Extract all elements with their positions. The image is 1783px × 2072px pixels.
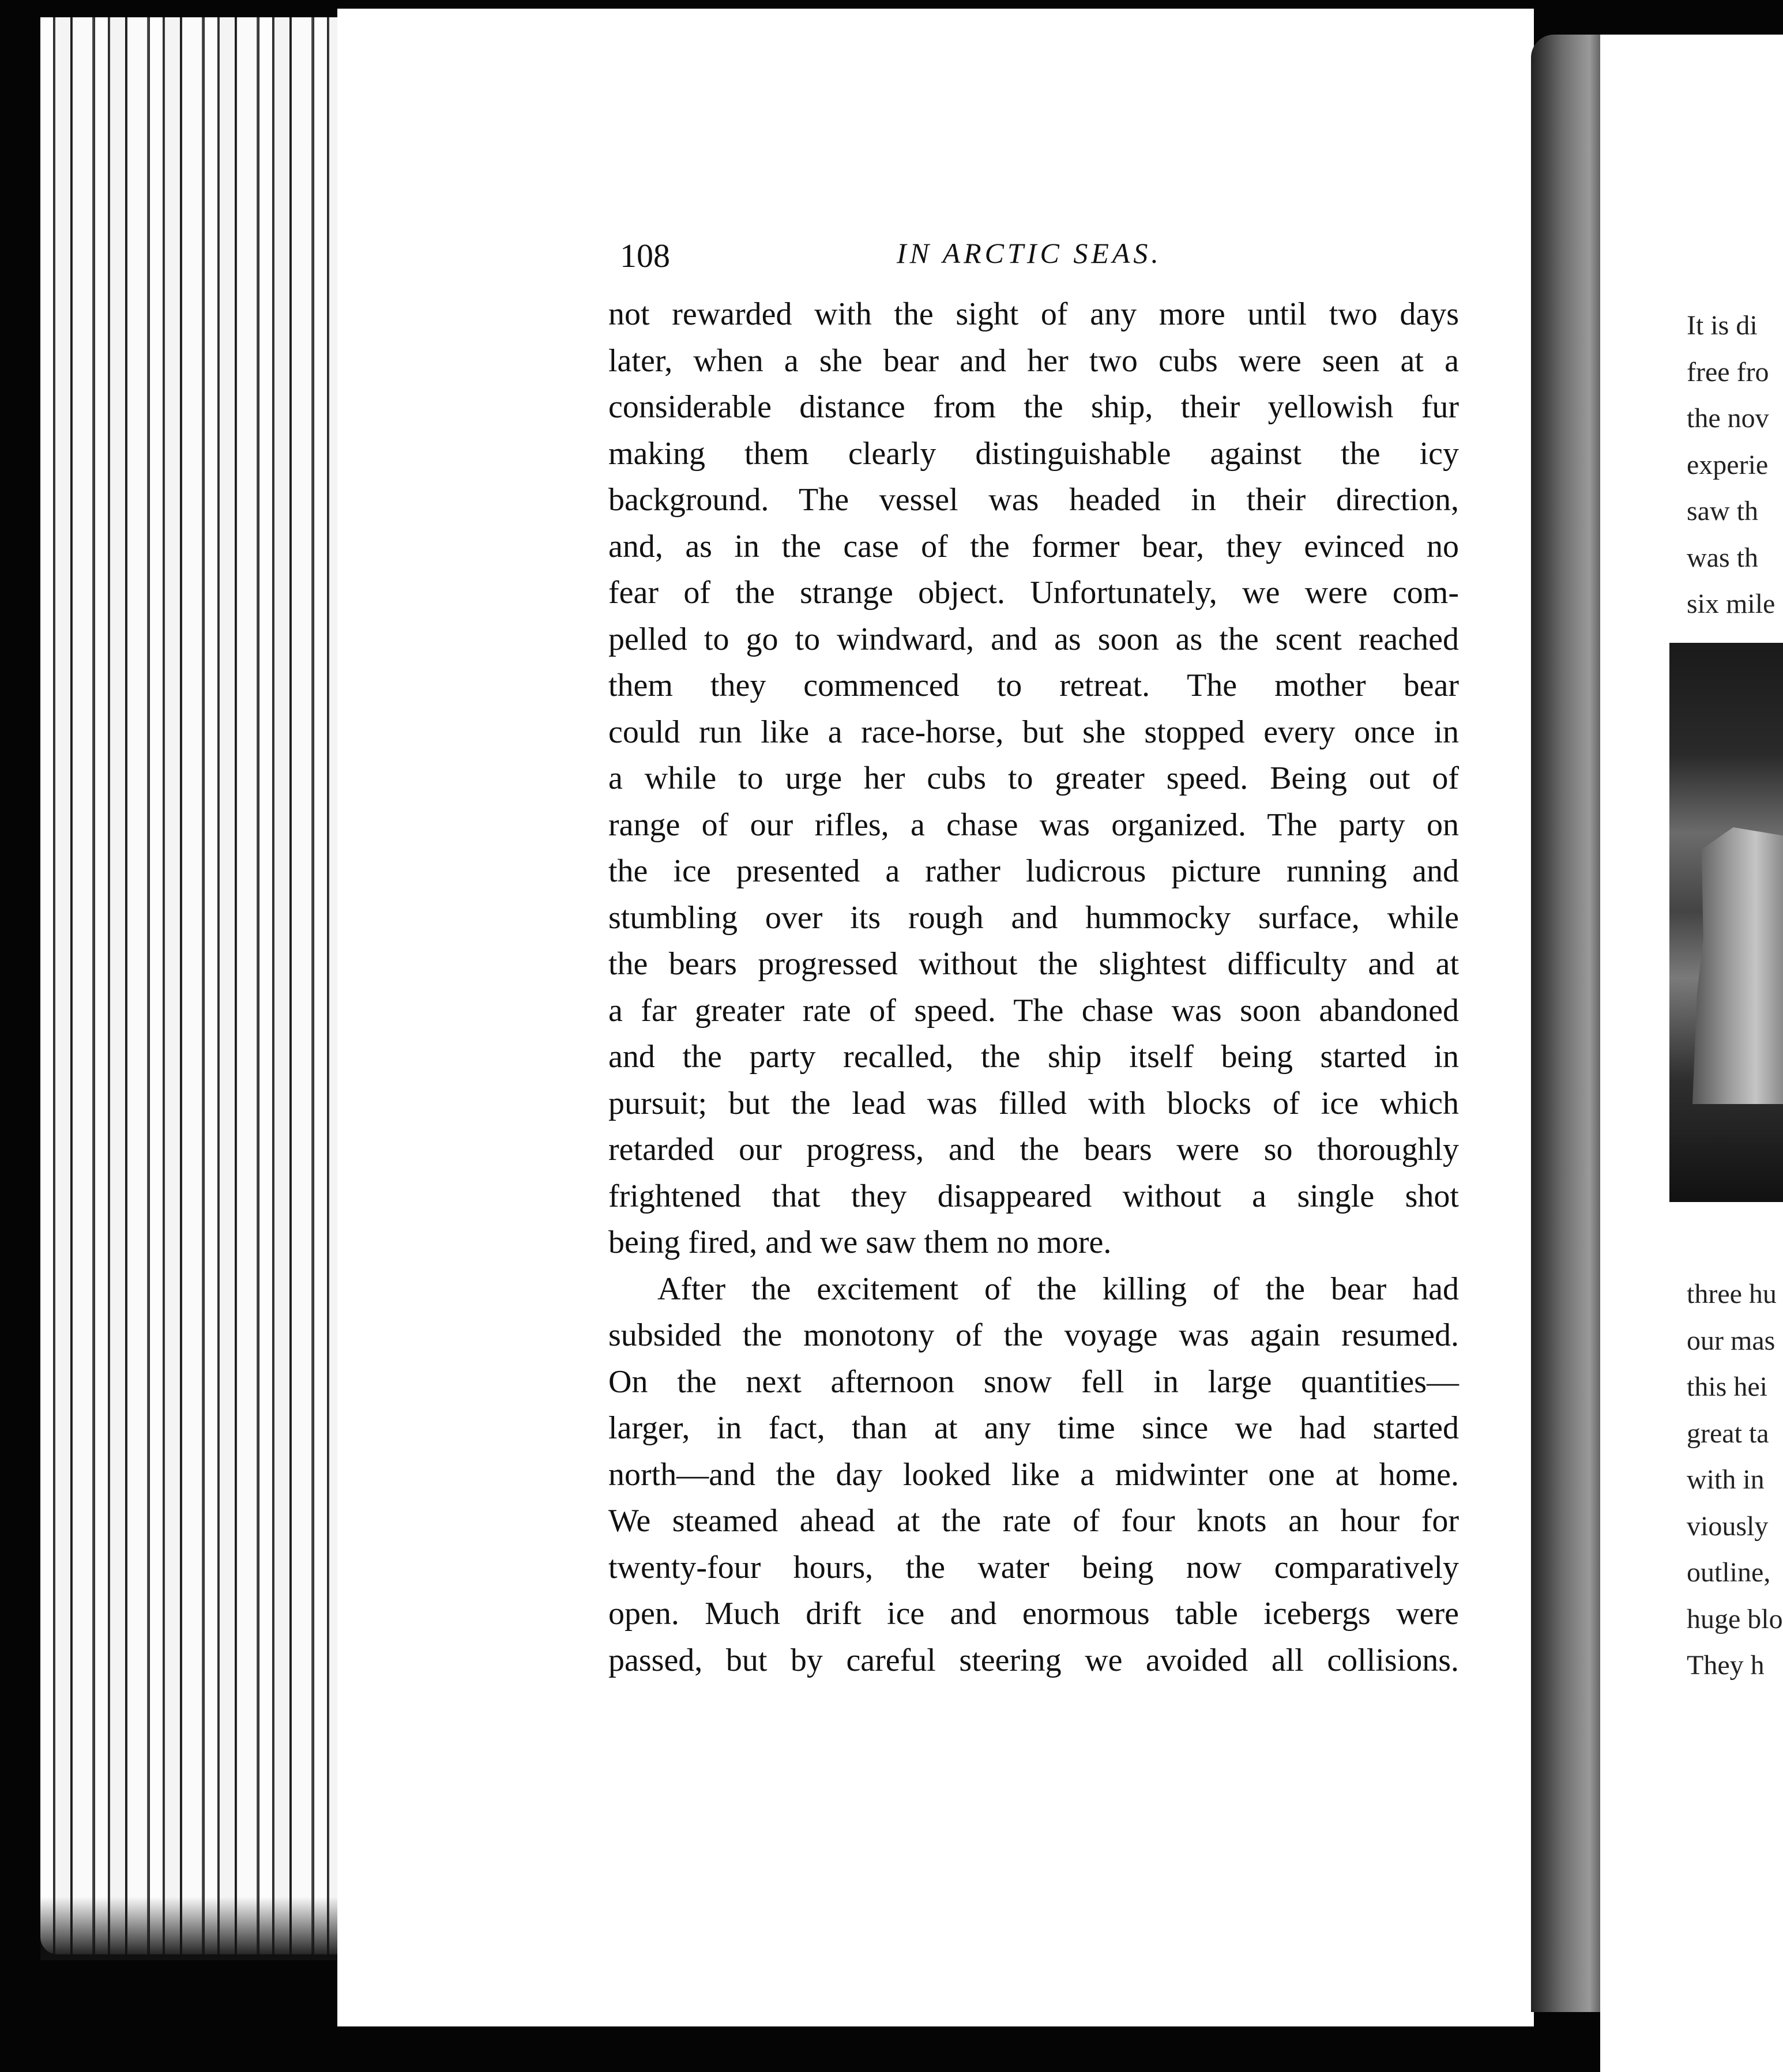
page-edges [40, 17, 352, 1954]
text-line: After the excitement of the killing of the bear had [657, 1271, 1459, 1307]
text-line: and, as in the case of the former bear, they evinced no [608, 528, 1459, 564]
facing-text-line: It is di [1687, 310, 1758, 341]
text-line: them they commenced to retreat. The mother bear [608, 668, 1459, 703]
text-line: could run like a race-horse, but she stopped every once in [608, 714, 1459, 750]
text-line: range of our rifles, a chase was organized. The party on [608, 807, 1459, 843]
facing-text-line: was th [1687, 542, 1758, 573]
facing-page-photograph [1669, 643, 1783, 1202]
facing-text-line: great ta [1687, 1418, 1769, 1449]
text-line: frightened that they disappeared without a single shot [608, 1178, 1459, 1214]
text-line: twenty-four hours, the water being now comparatively [608, 1549, 1459, 1585]
text-line: larger, in fact, than at any time since we had started [608, 1410, 1459, 1446]
text-line: background. The vessel was headed in their direction, [608, 482, 1459, 518]
page-number: 108 [620, 237, 670, 274]
text-line: being fired, and we saw them no more. [608, 1225, 1112, 1260]
facing-text-line: three hu [1687, 1279, 1777, 1309]
facing-page-bottom-text [1687, 1271, 1783, 1689]
text-line: retarded our progress, and the bears were so thoroughly [608, 1132, 1459, 1167]
text-line: On the next afternoon snow fell in large quantities— [608, 1363, 1459, 1400]
facing-page-top-text [1687, 303, 1783, 628]
text-line: not rewarded with the sight of any more until two days [608, 296, 1459, 332]
facing-text-line: viously [1687, 1510, 1769, 1542]
running-title: IN ARCTIC SEAS. [897, 237, 1162, 269]
facing-text-line: They h [1687, 1650, 1765, 1681]
facing-text-line: experie [1687, 449, 1769, 480]
text-line: a far greater rate of speed. The chase was soon abandoned [608, 992, 1459, 1029]
facing-text-line: six mile [1687, 589, 1776, 619]
text-line: north—and the day looked like a midwinter one at home. [608, 1456, 1459, 1493]
iceberg-image [1692, 827, 1783, 1104]
text-line: considerable distance from the ship, their yellowish fur [608, 389, 1459, 425]
text-line: pursuit; but the lead was filled with blocks of ice which [608, 1085, 1459, 1121]
facing-text-line: the nov [1687, 403, 1769, 434]
page-edges-shadow [40, 1897, 352, 1960]
text-line: open. Much drift ice and enormous table icebergs were [608, 1596, 1459, 1632]
text-line: stumbling over its rough and hummocky surface, while [608, 899, 1459, 936]
body-text [608, 291, 1459, 1683]
text-line: pelled to go to windward, and as soon as the scent reached [608, 621, 1459, 657]
running-head [620, 225, 1462, 288]
text-line: and the party recalled, the ship itself being started in [608, 1039, 1459, 1075]
facing-text-line: with in [1687, 1464, 1765, 1495]
text-line: a while to urge her cubs to greater speed. Being out of [608, 760, 1459, 796]
text-line: subsided the monotony of the voyage was again resumed. [608, 1317, 1459, 1353]
text-line: making them clearly distinguishable against the icy [608, 435, 1459, 472]
facing-text-line: this hei [1687, 1372, 1767, 1402]
text-line: the bears progressed without the slightest difficulty and at [608, 946, 1459, 982]
facing-text-line: outline, [1687, 1557, 1771, 1588]
text-line: the ice presented a rather ludicrous picture running and [608, 853, 1459, 889]
text-line: We steamed ahead at the rate of four knots an hour for [608, 1503, 1459, 1539]
facing-text-line: huge blo [1687, 1603, 1783, 1634]
text-line: later, when a she bear and her two cubs were seen at a [608, 342, 1459, 379]
book-gutter [1531, 35, 1609, 2012]
text-line: fear of the strange object. Unfortunately, we were com- [608, 575, 1459, 611]
text-line: passed, but by careful steering we avoided all collisions. [608, 1642, 1459, 1678]
facing-text-line: free fro [1687, 356, 1769, 387]
facing-text-line: our mas [1687, 1325, 1776, 1356]
facing-text-line: saw th [1687, 496, 1758, 526]
